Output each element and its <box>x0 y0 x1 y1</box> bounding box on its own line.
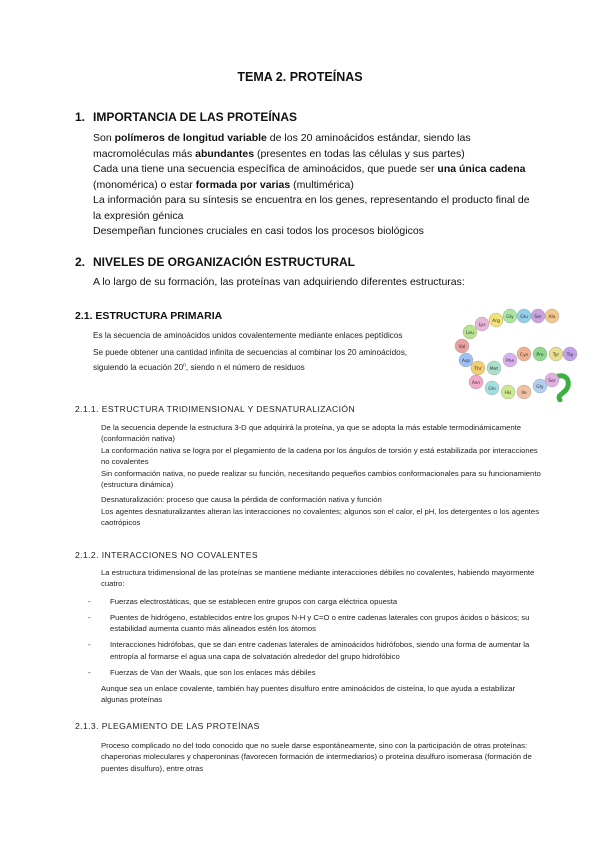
amino-acid-bead <box>533 347 547 361</box>
equation-text: Se puede obtener una cantidad infinita de secuencias al combinar los 20 aminoácidos, siguiendo la ecuación 20 <box>93 348 408 372</box>
text-run: Cada una tiene una secuencia específica de aminoácidos, que puede ser <box>93 163 438 175</box>
amino-acid-bead <box>549 347 563 361</box>
amino-acid-bead <box>531 309 545 323</box>
section-2-1-line-1: Es la secuencia de aminoácidos unidos covalentemente mediante enlaces peptídicos <box>93 331 403 340</box>
amino-acid-bead <box>487 361 501 375</box>
list-dash: - <box>88 612 91 622</box>
amino-acid-bead <box>475 317 489 331</box>
amino-acid-label: Gly <box>506 314 514 320</box>
list-item-text: Interacciones hidrófobas, que se dan entre cadenas laterales de aminoácidos hidrófobos, siendo una forma de aumentar la entropía al formarse el agua una capa de solvatación alrededor del grupo hidrofóbico <box>110 640 530 661</box>
section-2-number: 2. <box>75 255 86 269</box>
amino-acid-label: Gly <box>536 384 544 390</box>
text-run: Son <box>93 132 115 144</box>
section-2-1-1-p5: Los agentes desnaturalizantes alteran las interacciones no covalentes; algunos son el calor, el pH, los detergentes o los agentes caotrópicos <box>101 506 540 528</box>
section-1-body <box>93 131 533 240</box>
section-2-1-1-p1: De la secuencia depende la estructura 3-D que adquirirá la proteína, ya que se adopta la más estable termodinámicamente (conformación nativa) <box>101 423 522 444</box>
section-1-paragraph-1 <box>93 131 533 162</box>
section-2-1-1-p2: La conformación nativa se logra por el plegamiento de la cadena por los ángulos de torsión y está estabilizada por interacciones no covalentes <box>101 445 538 467</box>
amino-acid-bead <box>503 353 517 367</box>
section-2-1-3-heading: 2.1.3. PLEGAMIENTO DE LAS PROTEÍNAS <box>75 721 260 731</box>
amino-acid-bead <box>563 347 577 361</box>
section-2-1-1-heading: 2.1.1. ESTRUCTURA TRIDIMENSIONAL Y DESNATURALIZACIÓN <box>75 404 356 414</box>
bold-term: una única cadena <box>437 163 526 175</box>
section-2-1-1-p4: Desnaturalización: proceso que causa la pérdida de conformación nativa y función <box>101 495 382 505</box>
amino-acid-label: Leu <box>465 330 475 336</box>
amino-acid-bead <box>469 375 483 389</box>
page-title: TEMA 2. PROTEÍNAS <box>237 70 363 84</box>
section-2-intro: A lo largo de su formación, las proteínas van adquiriendo diferentes estructuras: <box>93 276 465 288</box>
list-item-text: Puentes de hidrógeno, establecidos entre los grupos N-H y C=O o entre cadenas laterales con grupos ácidos o básicos; su estabilidad aumenta cuanto más alineados estén los átomos <box>110 612 530 634</box>
amino-acid-bead <box>463 325 477 339</box>
amino-acid-bead <box>471 361 485 375</box>
amino-acid-bead <box>501 385 515 399</box>
section-2-1-2-heading: 2.1.2. INTERACCIONES NO COVALENTES <box>75 550 258 560</box>
amino-acid-bead <box>485 381 499 395</box>
amino-acid-label: Pro <box>536 352 544 358</box>
list-item-text: Fuerzas electrostáticas, que se establecen entre grupos con carga eléctrica opuesta <box>110 597 398 606</box>
interactions-list <box>88 596 548 682</box>
amino-acid-bead <box>545 309 559 323</box>
amino-acid-label: Tyr <box>552 352 560 358</box>
section-2-1-2-outro: Aunque sea un enlace covalente, también hay puentes disulfuro entre aminoácidos de cisteína, lo que ayuda a estabilizar algunas proteínas <box>101 684 516 705</box>
amino-acid-label: Met <box>489 366 499 372</box>
list-dash: - <box>88 667 91 677</box>
list-item-text: Fuerzas de Van der Waals, que son los enlaces más débiles <box>110 667 316 677</box>
list-item <box>88 639 548 662</box>
amino-acid-label: Arg <box>492 318 500 324</box>
amino-acid-label: Ser <box>534 314 542 320</box>
section-1-paragraph-2 <box>93 162 533 193</box>
amino-acid-label: Ser <box>548 378 556 384</box>
amino-acid-bead <box>517 347 531 361</box>
section-1-paragraph-4: Desempeñan funciones cruciales en casi todos los procesos biológicos <box>93 225 424 237</box>
section-2-1-body <box>93 330 433 375</box>
text-run: de los 20 aminoácidos estándar, siendo las macromoléculas más <box>93 132 471 160</box>
amino-acid-label: Gln <box>488 386 496 392</box>
text-run: (multimérica) <box>290 178 354 191</box>
equation-exponent: n <box>183 362 186 369</box>
section-2-heading <box>75 255 355 269</box>
bold-term: formada por varias <box>195 178 291 191</box>
list-dash: - <box>88 597 91 606</box>
amino-acid-bead <box>545 373 559 387</box>
section-1-number: 1. <box>75 110 86 124</box>
amino-acid-label: Asn <box>471 380 481 386</box>
bold-term: abundantes <box>195 147 255 160</box>
amino-acid-label: Ala <box>548 314 556 320</box>
section-2-1-line-2 <box>93 345 433 375</box>
text-run: (presentes en todas las células y sus partes) <box>254 147 465 160</box>
list-item <box>88 596 548 607</box>
amino-acid-label: Ile <box>521 390 527 396</box>
amino-acid-bead <box>489 313 503 327</box>
list-item <box>88 667 548 678</box>
amino-acid-label: Lys <box>478 322 486 328</box>
amino-acid-chain-figure <box>448 302 588 402</box>
section-2-1-1-p3: Sin conformación nativa, no puede realizar su función, necesitando pequeños cambios conformacionales para su funcionamiento (estructura dinámica) <box>101 468 541 490</box>
text-run: (monomérica) o estar <box>93 178 196 191</box>
section-2-1-1-body <box>101 422 541 529</box>
section-1-heading <box>75 110 297 124</box>
amino-acid-bead <box>455 339 469 353</box>
equation-text-end: , siendo n el número de residuos <box>185 363 305 372</box>
section-1-title: IMPORTANCIA DE LAS PROTEÍNAS <box>93 110 298 124</box>
amino-acid-bead <box>517 309 531 323</box>
amino-acid-bead <box>517 385 531 399</box>
amino-acid-bead <box>503 309 517 323</box>
section-2-1-2-intro: La estructura tridimensional de las proteínas se mantiene mediante interacciones débiles no covalentes, habiendo mayormente cuatro: <box>101 568 535 589</box>
section-2-1-heading: 2.1. ESTRUCTURA PRIMARIA <box>75 310 223 322</box>
section-1-paragraph-3: La información para su síntesis se encuentra en los genes, representando el producto final de la expresión génica <box>93 194 530 222</box>
list-item <box>88 612 548 635</box>
amino-acid-label: Val <box>458 344 466 350</box>
amino-acid-bead <box>459 353 473 367</box>
section-2-title: NIVELES DE ORGANIZACIÓN ESTRUCTURAL <box>93 255 356 269</box>
amino-acid-label: Trp <box>566 352 574 358</box>
amino-acid-label: Asp <box>461 358 471 364</box>
amino-acid-label: His <box>504 390 512 396</box>
amino-acid-label: Phe <box>505 358 515 364</box>
list-dash: - <box>88 640 91 650</box>
section-2-1-3-p1: Proceso complicado no del todo conocido que no suele darse espontáneamente, sino con la participación de otras proteínas: chaperonas moleculares y chaperoninas (favorecen formación de intermediarios) o proteína disulfuro isomerasa (formación de puentes disulfuro), entre otras <box>101 741 532 773</box>
amino-acid-label: Cys <box>519 352 529 358</box>
amino-acid-label: Thr <box>474 366 482 372</box>
bold-term: polímeros de longitud variable <box>114 132 267 144</box>
amino-acid-label: Glu <box>520 314 528 320</box>
